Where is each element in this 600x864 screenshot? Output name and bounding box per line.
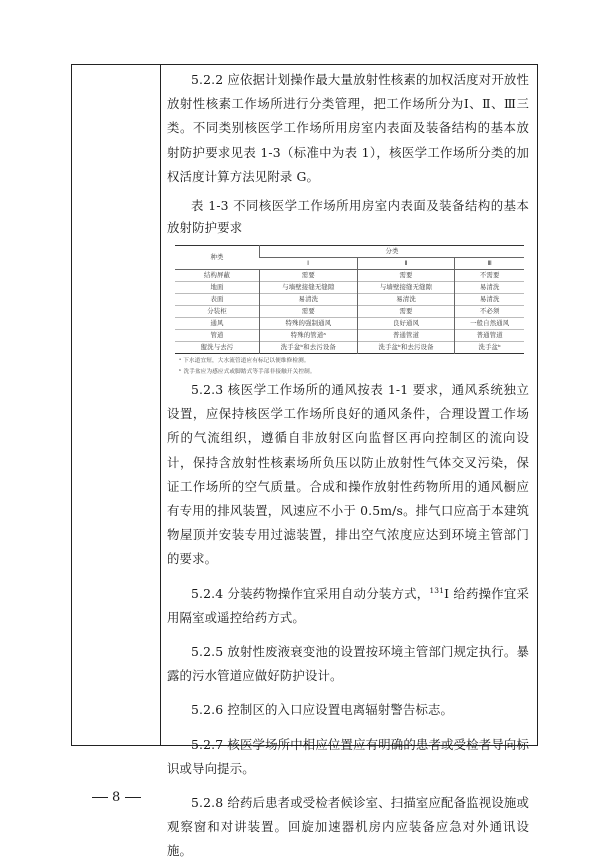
main-content [167,68,529,864]
cell-kind: 表面 [175,294,260,306]
cell-class-2: 易清洗 [357,294,455,306]
cell-class-1: 特殊的强制通风 [260,318,358,330]
header-class: 分类 [260,246,525,258]
footer-dash-left [92,797,108,798]
paragraph-5-2-4-text-end: I 给药操作宜采用隔室或遥控给药方式。 [167,585,529,625]
table-row [175,306,524,318]
cell-kind: 通风 [175,318,260,330]
paragraph-5-2-3: 5.2.3 核医学工作场所的通风按表 1-1 要求，通风系统独立设置，应保持核医学工作场所良好的通风条件，合理设置工作场所的气流组织，遵循自非放射区向监督区再向控制区的流向设计，保持含放射性核素场所负压以防止放射性气体交叉污染，保证工作场所的空气质量。合成和操作放射性药物所用的通风橱应有专用的排风装置，风速应不小于 0.5m/s。排气口应高于本建筑物屋顶并安装专用过滤装置，排出空气浓度应达到环境主管部门的要求。 [167,382,529,567]
table-row [175,270,524,282]
footer-dash-right [125,797,141,798]
paragraph-5-2-4 [167,582,529,630]
cell-class-2: 需要 [357,270,455,282]
cell-class-1: 洗手盆ᵇ和去污设备 [260,342,358,354]
cell-class-1: 特殊的管道ᵃ [260,330,358,342]
cell-class-3: 普通管道 [455,330,524,342]
cell-class-3: 易清洗 [455,282,524,294]
cell-class-3: 不必须 [455,306,524,318]
cell-kind: 结构屏蔽 [175,270,260,282]
cell-kind: 盥洗与去污 [175,342,260,354]
cell-class-1: 与墙壁接缝无缝隙 [260,282,358,294]
table-row [175,294,524,306]
paragraph-5-2-2: 5.2.2 应依据计划操作最大量放射性核素的加权活度对开放性放射性核素工作场所进行分类管理，把工作场所分为Ⅰ、Ⅱ、Ⅲ三类。不同类别核医学工作场所用房室内表面及装备结构的基本放射防护要求见表 1-3（标准中为表 1），核医学工作场所分类的加权活度计算方法见附录 G。 [167,72,529,184]
cell-class-2: 与墙壁接缝无缝隙 [357,282,455,294]
table-row [175,342,524,354]
page-number: 8 [112,790,122,805]
cell-class-2: 普通管道 [357,330,455,342]
cell-class-2: 洗手盆ᵇ和去污设备 [357,342,455,354]
table-note: ᵇ 洗手盆应为感应式或脚踏式等手部非接触开关控制。 [179,369,316,376]
table-row [175,318,524,330]
cell-class-1: 易清洗 [260,294,358,306]
table-1-3 [175,245,524,354]
table-notes [179,356,529,378]
cell-class-2: 需要 [357,306,455,318]
page-footer [88,790,145,805]
column-divider [160,65,161,745]
cell-class-1: 需要 [260,306,358,318]
cell-kind: 地面 [175,282,260,294]
table-row [175,330,524,342]
paragraph-5-2-7: 5.2.7 核医学场所中相应位置应有明确的患者或受检者导向标识或导向提示。 [167,736,529,776]
cell-class-1: 需要 [260,270,358,282]
header-class-2: Ⅱ [357,258,455,270]
paragraph-5-2-8: 5.2.8 给药后患者或受检者候诊室、扫描室应配备监视设施或观察窗和对讲装置。回旋加速器机房内应装备应急对外通讯设施。 [167,795,529,859]
cell-class-3: 不需要 [455,270,524,282]
table-row [175,282,524,294]
header-class-1: Ⅰ [260,258,358,270]
header-class-3: Ⅲ [455,258,524,270]
cell-class-3: 易清洗 [455,294,524,306]
paragraph-5-2-4-text: 5.2.4 分装药物操作宜采用自动分装方式， [191,585,430,601]
cell-kind: 分装柜 [175,306,260,318]
table-caption: 表 1-3 不同核医学工作场所用房室内表面及装备结构的基本放射防护要求 [167,198,529,236]
header-kind: 种类 [175,246,260,270]
cell-class-3: 一般自然通风 [455,318,524,330]
paragraph-5-2-6: 5.2.6 控制区的入口应设置电离辐射警告标志。 [191,702,454,718]
paragraph-5-2-5: 5.2.5 放射性废液衰变池的设置按环境主管部门规定执行。暴露的污水管道应做好防护设计。 [167,644,529,684]
cell-class-2: 良好通风 [357,318,455,330]
cell-class-3: 洗手盆ᵇ [455,342,524,354]
isotope-mass-number: 131 [429,585,445,595]
table-note: ᵃ 下水道宜短，大水流管道应有标记以便维修检测。 [179,358,310,365]
cell-kind: 管道 [175,330,260,342]
